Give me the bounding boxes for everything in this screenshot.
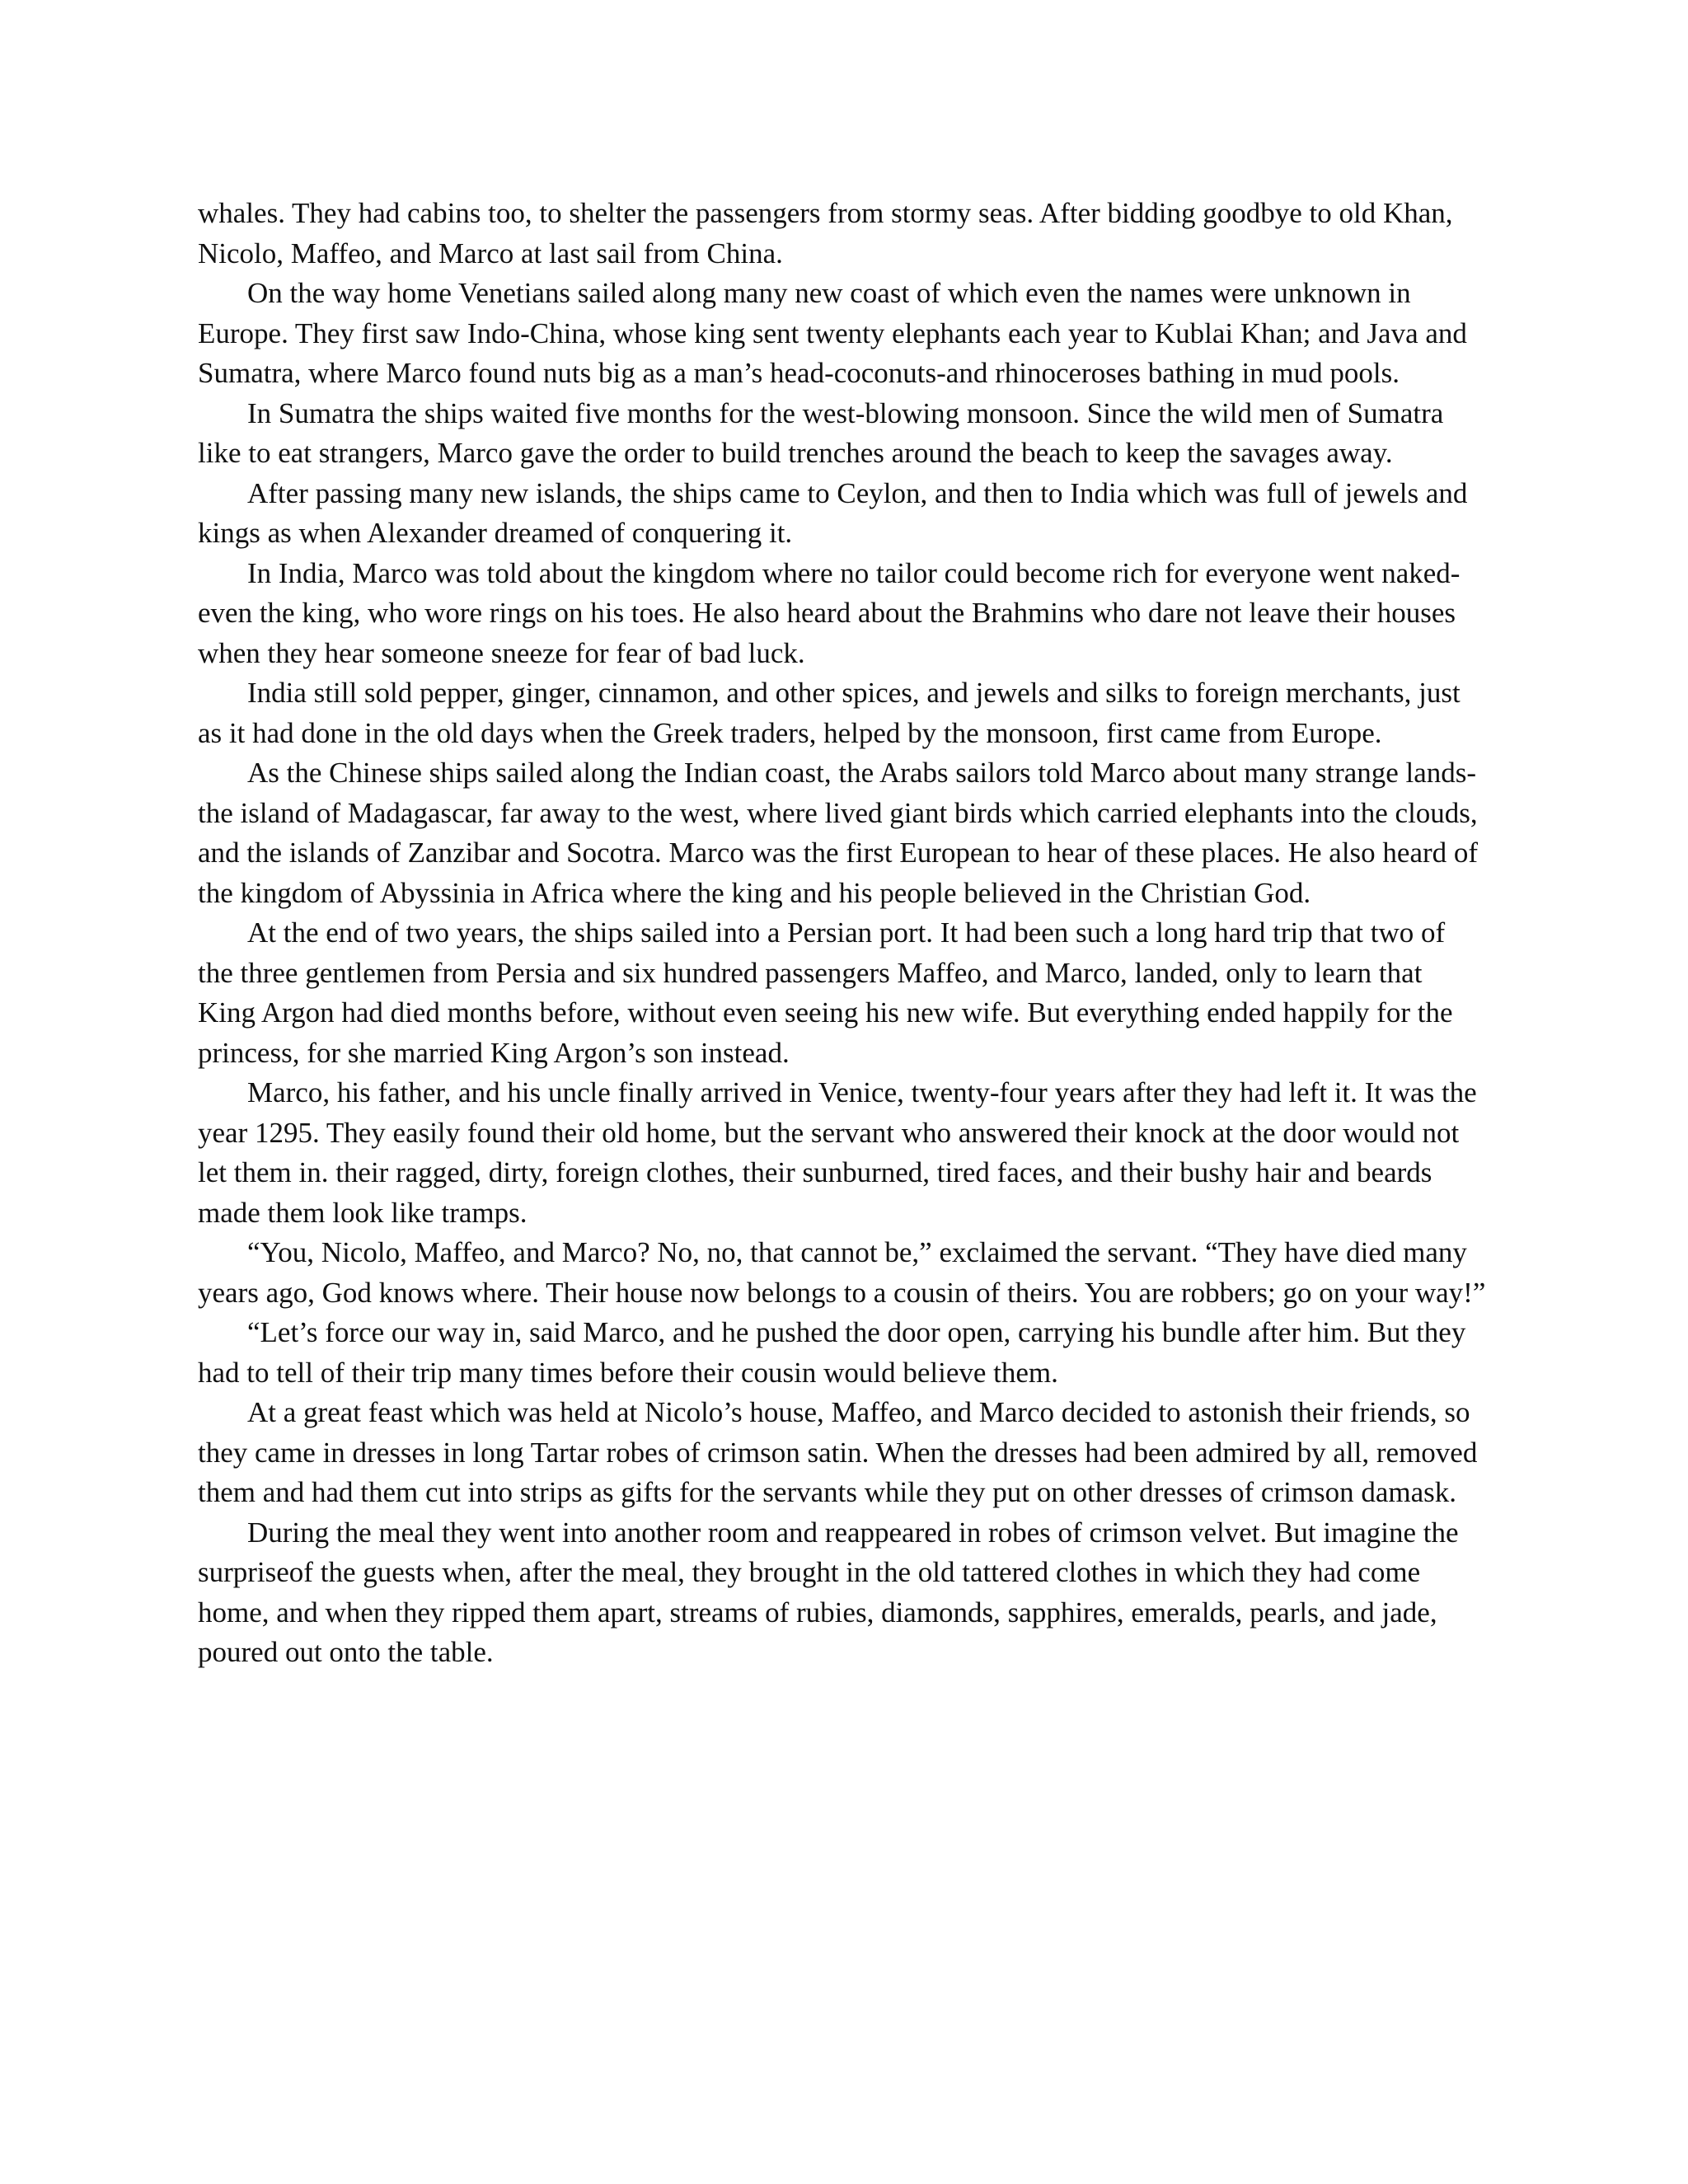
paragraph-11: “Let’s force our way in, said Marco, and he pushed the door open, carrying his bundle after him. But they had to tell of their trip many times before their cousin would believe them.	[198, 1316, 1466, 1389]
paragraph-10: “You, Nicolo, Maffeo, and Marco? No, no, that cannot be,” exclaimed the servant. “They have died many years ago, God knows where. Their house now belongs to a cousin of theirs. You are robbers; go on your way!”	[198, 1236, 1486, 1309]
paragraph-6: India still sold pepper, ginger, cinnamon, and other spices, and jewels and silks to foreign merchants, just as it had done in the old days when the Greek traders, helped by the monsoon, first came from Europe.	[198, 677, 1461, 749]
paragraph-4: After passing many new islands, the ships came to Ceylon, and then to India which was full of jewels and kings as when Alexander dreamed of conquering it.	[198, 476, 1468, 549]
paragraph-8: At the end of two years, the ships sailed into a Persian port. It had been such a long hard trip that two of the three gentlemen from Persia and six hundred passengers Maffeo, and Marco, landed, only to learn that King Argon had died months before, without even seeing his new wife. But everything ended happily for the princess, for she married King Argon’s son instead.	[198, 916, 1453, 1069]
paragraph-5: In India, Marco was told about the kingdom where no tailor could become rich for everyone went naked-even the king, who wore rings on his toes. He also heard about the Brahmins who dare not leave their houses when they hear someone sneeze for fear of bad luck.	[198, 556, 1461, 669]
body-text	[198, 194, 1487, 1673]
paragraph-12: At a great feast which was held at Nicolo’s house, Maffeo, and Marco decided to astonish their friends, so they came in dresses in long Tartar robes of crimson satin. When the dresses had been admired by all, removed them and had them cut into strips as gifts for the servants while they put on other dresses of crimson damask.	[198, 1396, 1478, 1508]
paragraph-1: whales. They had cabins too, to shelter the passengers from stormy seas. After bidding goodbye to old Khan, Nicolo, Maffeo, and Marco at last sail from China.	[198, 197, 1453, 269]
paragraph-13: During the meal they went into another room and reappeared in robes of crimson velvet. But imagine the surpriseof the guests when, after the meal, they brought in the old tattered clothes in which they had come home, and when they ripped them apart, streams of rubies, diamonds, sapphires, emeralds, pearls, and jade, poured out onto the table.	[198, 1516, 1459, 1668]
paragraph-2: On the way home Venetians sailed along many new coast of which even the names were unknown in Europe. They first saw Indo-China, whose king sent twenty elephants each year to Kublai Khan; and Java and Sumatra, where Marco found nuts big as a man’s head-coconuts-and rhinoceroses bathing in mud pools.	[198, 277, 1467, 389]
paragraph-3: In Sumatra the ships waited five months for the west-blowing monsoon. Since the wild men of Sumatra like to eat strangers, Marco gave the order to build trenches around the beach to keep the savages away.	[198, 396, 1444, 469]
paragraph-7: As the Chinese ships sailed along the Indian coast, the Arabs sailors told Marco about many strange lands-the island of Madagascar, far away to the west, where lived giant birds which carried elephants into the clouds, and the islands of Zanzibar and Socotra. Marco was the first European to hear of these places. He also heard of the kingdom of Abyssinia in Africa where the king and his people believed in the Christian God.	[198, 757, 1479, 909]
paragraph-9: Marco, his father, and his uncle finally arrived in Venice, twenty-four years after they had left it. It was the year 1295. They easily found their old home, but the servant who answered their knock at the door would not let them in. their ragged, dirty, foreign clothes, their sunburned, tired faces, and their bushy hair and beards made them look like tramps.	[198, 1076, 1477, 1229]
